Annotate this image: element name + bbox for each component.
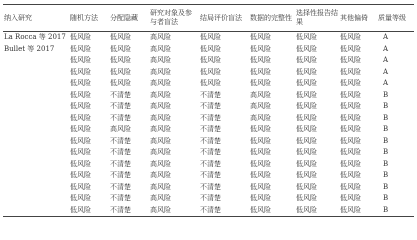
risk-cell: 低风险	[296, 113, 317, 122]
risk-cell: 高风险	[110, 125, 131, 133]
table-row	[3, 193, 414, 205]
table-header	[3, 5, 414, 32]
risk-cell: 不清楚	[200, 171, 221, 179]
table-row	[3, 182, 414, 194]
risk-cell: 低风险	[250, 67, 271, 76]
table-row	[3, 205, 414, 217]
risk-cell: 低风险	[296, 136, 317, 145]
risk-cell: 不清楚	[200, 90, 221, 99]
risk-cell: 低风险	[200, 56, 221, 64]
risk-cell: 不清楚	[110, 136, 131, 145]
risk-cell: 不清楚	[200, 194, 221, 202]
risk-cell: 低风险	[70, 171, 91, 179]
risk-cell: 低风险	[340, 79, 361, 87]
table-row	[3, 55, 414, 67]
risk-cell: 高风险	[150, 102, 171, 110]
risk-cell: 低风险	[70, 90, 91, 99]
study-name-cell: La Rocca 等 2017	[4, 33, 66, 41]
risk-cell: 低风险	[70, 205, 91, 214]
quality-grade-cell: A	[383, 79, 389, 87]
risk-cell: 高风险	[150, 56, 171, 64]
column-header: 数据的完整性	[250, 13, 292, 22]
risk-cell: 高风险	[150, 159, 171, 168]
risk-cell: 不清楚	[200, 205, 221, 214]
risk-cell: 低风险	[110, 56, 131, 64]
risk-cell: 低风险	[296, 67, 317, 76]
risk-cell: 低风险	[250, 205, 271, 214]
quality-grade-cell: B	[383, 90, 389, 99]
risk-cell: 不清楚	[110, 171, 131, 179]
risk-cell: 低风险	[250, 33, 271, 41]
table-row	[3, 124, 414, 136]
study-name-cell	[3, 113, 69, 125]
risk-cell: 低风险	[70, 148, 91, 156]
risk-cell: 低风险	[200, 33, 221, 41]
risk-cell: 高风险	[150, 79, 171, 87]
risk-cell: 低风险	[70, 136, 91, 145]
risk-cell: 低风险	[250, 194, 271, 202]
risk-cell: 低风险	[200, 79, 221, 87]
study-name-cell	[3, 136, 69, 148]
risk-cell: 低风险	[340, 194, 361, 202]
risk-cell: 低风险	[296, 44, 317, 53]
column-header: 结局评价盲法	[200, 13, 242, 22]
risk-cell: 不清楚	[200, 125, 221, 133]
study-name-cell	[3, 205, 69, 217]
risk-cell: 不清楚	[200, 148, 221, 156]
risk-cell: 低风险	[200, 67, 221, 76]
risk-cell: 低风险	[340, 44, 361, 53]
risk-cell: 低风险	[340, 171, 361, 179]
risk-cell: 低风险	[296, 102, 317, 110]
study-name-cell	[3, 159, 69, 171]
risk-cell: 低风险	[70, 113, 91, 122]
risk-cell: 高风险	[150, 136, 171, 145]
risk-cell: 低风险	[70, 194, 91, 202]
risk-cell: 高风险	[150, 148, 171, 156]
risk-cell: 低风险	[110, 79, 131, 87]
table-row	[3, 78, 414, 90]
risk-cell: 低风险	[296, 159, 317, 168]
table-row	[3, 32, 414, 44]
risk-cell: 不清楚	[200, 102, 221, 110]
risk-cell: 低风险	[296, 125, 317, 133]
quality-grade-cell: B	[383, 136, 389, 145]
header-row	[3, 5, 414, 32]
study-name-cell	[3, 55, 69, 67]
risk-cell: 高风险	[150, 171, 171, 179]
risk-cell: 低风险	[250, 148, 271, 156]
risk-cell: 低风险	[70, 102, 91, 110]
risk-cell: 低风险	[340, 148, 361, 156]
study-name-cell	[3, 101, 69, 113]
risk-cell: 低风险	[70, 56, 91, 64]
risk-cell: 不清楚	[110, 113, 131, 122]
risk-cell: 低风险	[70, 33, 91, 41]
risk-cell: 不清楚	[110, 148, 131, 156]
quality-grade-cell: B	[383, 148, 389, 156]
risk-cell: 低风险	[296, 205, 317, 214]
quality-grade-cell: B	[383, 194, 389, 202]
risk-cell: 低风险	[110, 44, 131, 53]
risk-cell: 不清楚	[110, 205, 131, 214]
risk-cell: 低风险	[296, 148, 317, 156]
risk-cell: 高风险	[250, 90, 271, 99]
risk-cell: 不清楚	[200, 182, 221, 191]
risk-cell: 低风险	[340, 136, 361, 145]
quality-grade-cell: A	[383, 33, 389, 41]
risk-cell: 低风险	[250, 79, 271, 87]
risk-cell: 低风险	[340, 182, 361, 191]
study-name-cell	[3, 193, 69, 205]
study-name-cell	[3, 147, 69, 159]
risk-cell: 低风险	[250, 171, 271, 179]
risk-cell: 低风险	[340, 33, 361, 41]
risk-cell: 低风险	[296, 90, 317, 99]
risk-cell: 低风险	[70, 67, 91, 76]
risk-cell: 低风险	[340, 90, 361, 99]
quality-grade-cell: A	[383, 44, 389, 53]
risk-cell: 不清楚	[110, 182, 131, 191]
table-body	[3, 32, 414, 217]
risk-cell: 不清楚	[200, 136, 221, 145]
study-name-cell	[3, 78, 69, 90]
risk-cell: 低风险	[296, 194, 317, 202]
quality-grade-cell: B	[383, 102, 389, 110]
risk-cell: 不清楚	[110, 159, 131, 168]
table-row	[3, 147, 414, 159]
risk-cell: 不清楚	[110, 194, 131, 202]
risk-cell: 低风险	[340, 56, 361, 64]
quality-grade-cell: B	[383, 182, 389, 191]
risk-cell: 高风险	[250, 113, 271, 122]
column-header: 质量等级	[378, 13, 406, 22]
table-row	[3, 101, 414, 113]
risk-cell: 低风险	[296, 56, 317, 64]
risk-cell: 低风险	[250, 125, 271, 133]
quality-grade-cell: B	[383, 205, 389, 214]
table-row	[3, 44, 414, 56]
risk-cell: 高风险	[150, 113, 171, 122]
study-name-cell: Bullet 等 2017	[4, 44, 55, 53]
column-header: 分配隐藏	[110, 13, 138, 22]
risk-cell: 低风险	[70, 125, 91, 133]
column-header: 研究对象及参与者盲法	[150, 9, 192, 26]
risk-cell: 低风险	[250, 44, 271, 53]
risk-cell: 低风险	[70, 182, 91, 191]
risk-cell: 低风险	[200, 44, 221, 53]
risk-cell: 低风险	[296, 79, 317, 87]
column-header: 随机方法	[70, 13, 98, 22]
risk-cell: 低风险	[110, 33, 131, 41]
table-row	[3, 170, 414, 182]
risk-cell: 高风险	[150, 182, 171, 191]
risk-cell: 低风险	[250, 182, 271, 191]
risk-cell: 低风险	[340, 102, 361, 110]
risk-cell: 高风险	[150, 90, 171, 99]
risk-cell: 低风险	[296, 33, 317, 41]
risk-cell: 低风险	[250, 56, 271, 64]
quality-grade-cell: A	[383, 56, 389, 64]
study-name-cell	[3, 67, 69, 79]
table-row	[3, 90, 414, 102]
table-row	[3, 136, 414, 148]
risk-cell: 低风险	[340, 205, 361, 214]
risk-cell: 低风险	[70, 159, 91, 168]
table-row	[3, 113, 414, 125]
study-name-cell	[3, 90, 69, 102]
risk-cell: 低风险	[296, 171, 317, 179]
risk-cell: 高风险	[150, 44, 171, 53]
study-name-cell	[3, 182, 69, 194]
risk-cell: 低风险	[70, 79, 91, 87]
table-row	[3, 67, 414, 79]
study-name-cell	[3, 170, 69, 182]
quality-grade-cell: B	[383, 159, 389, 168]
risk-cell: 不清楚	[110, 102, 131, 110]
risk-cell: 高风险	[250, 102, 271, 110]
risk-cell: 低风险	[296, 182, 317, 191]
quality-grade-cell: B	[383, 171, 389, 179]
risk-cell: 低风险	[340, 125, 361, 133]
risk-cell: 低风险	[110, 67, 131, 76]
quality-grade-cell: B	[383, 113, 389, 122]
risk-cell: 高风险	[150, 125, 171, 133]
risk-cell: 低风险	[250, 159, 271, 168]
risk-cell: 不清楚	[110, 90, 131, 99]
risk-cell: 低风险	[250, 136, 271, 145]
risk-cell: 高风险	[150, 67, 171, 76]
column-header: 选择性报告结果	[296, 9, 338, 26]
risk-cell: 低风险	[340, 159, 361, 168]
column-header: 纳入研究	[4, 13, 32, 22]
table-row	[3, 159, 414, 171]
quality-grade-cell: A	[383, 67, 389, 76]
risk-cell: 高风险	[150, 33, 171, 41]
quality-grade-cell: B	[383, 125, 389, 133]
risk-cell: 高风险	[150, 194, 171, 202]
risk-cell: 不清楚	[200, 159, 221, 168]
column-header: 其他偏倚	[340, 13, 368, 22]
risk-of-bias-table	[3, 4, 414, 217]
study-name-cell	[3, 124, 69, 136]
risk-cell: 不清楚	[200, 113, 221, 122]
risk-cell: 低风险	[340, 67, 361, 76]
risk-cell: 低风险	[70, 44, 91, 53]
risk-cell: 高风险	[150, 205, 171, 214]
risk-cell: 低风险	[340, 113, 361, 122]
